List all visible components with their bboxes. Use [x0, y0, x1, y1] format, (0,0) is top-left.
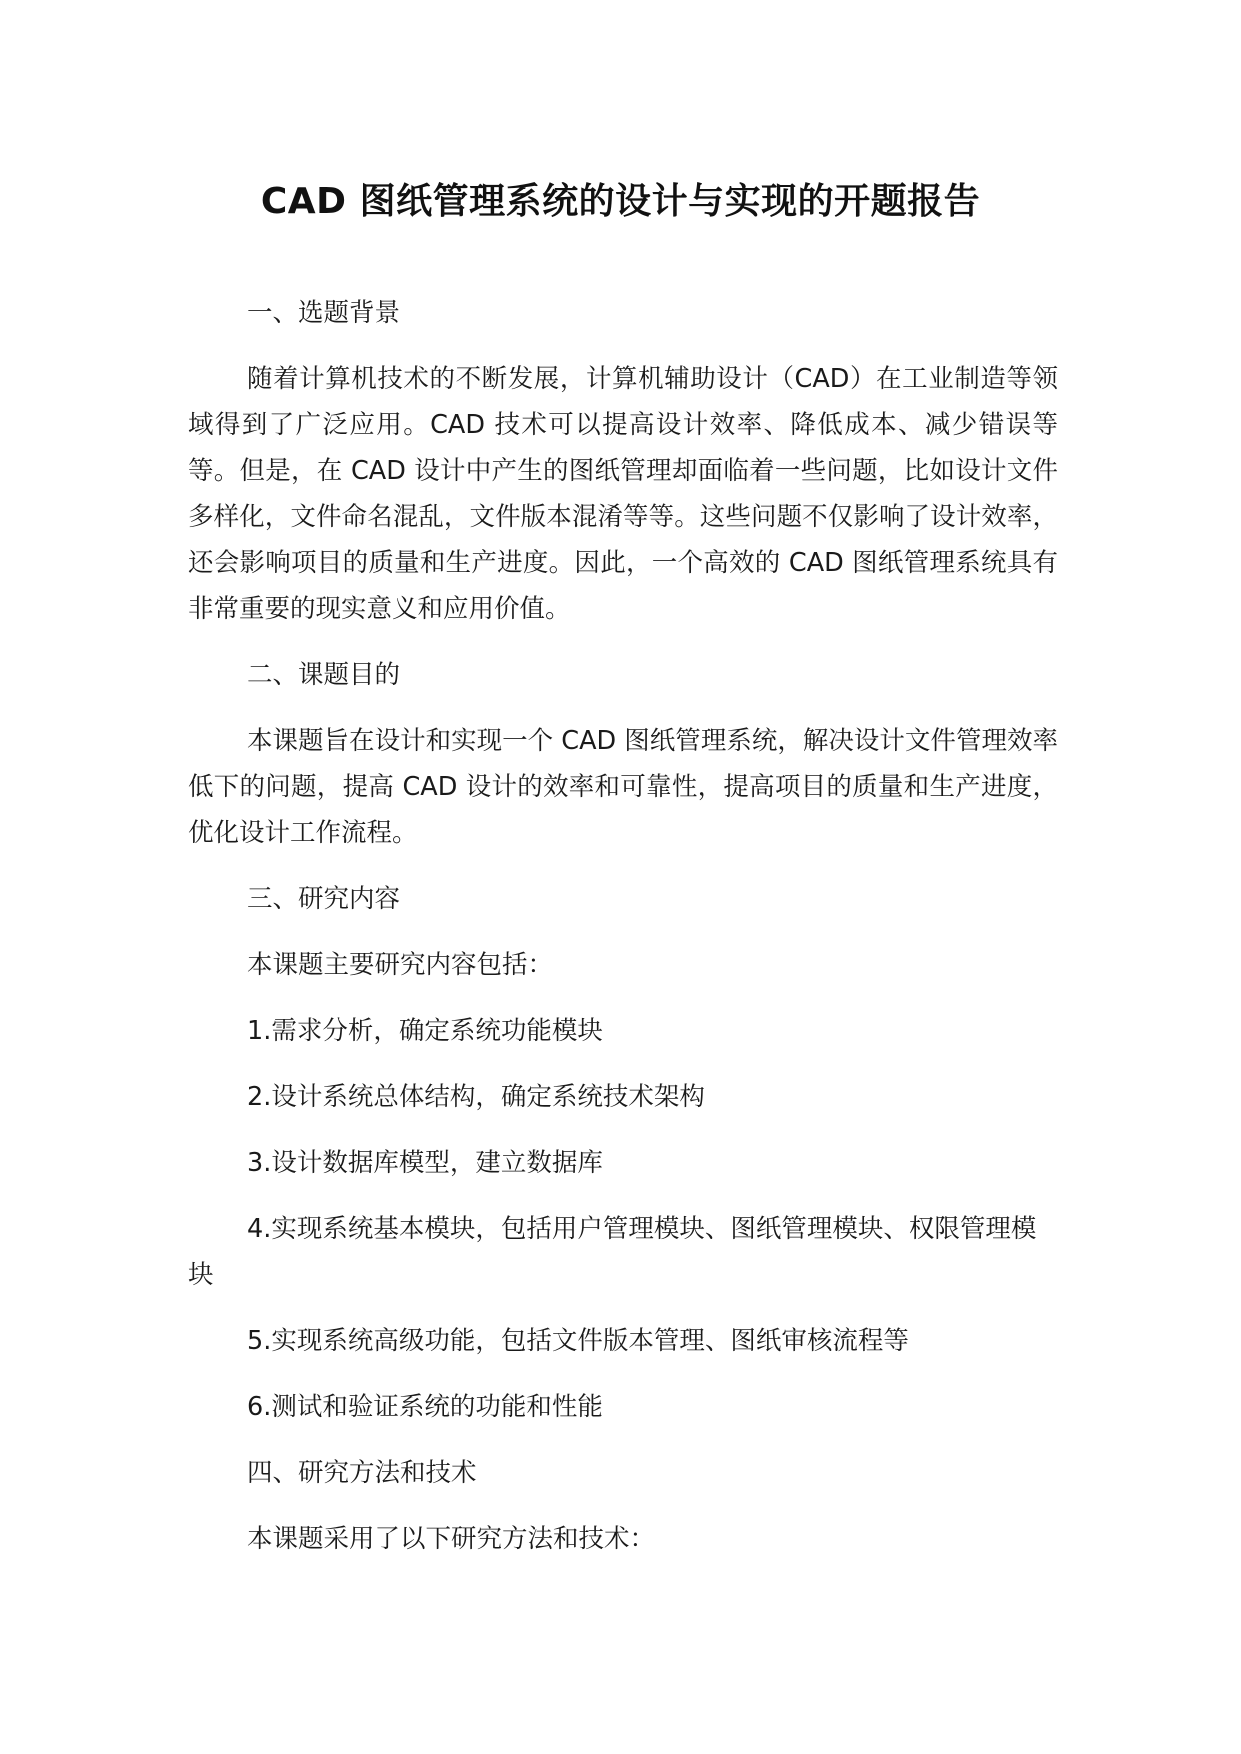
list-item: 3.设计数据库模型，建立数据库: [247, 1148, 603, 1178]
list-item: 2.设计系统总体结构，确定系统技术架构: [247, 1082, 705, 1112]
list-item: 6.测试和验证系统的功能和性能: [247, 1392, 603, 1422]
list-item: 5.实现系统高级功能，包括文件版本管理、图纸审核流程等: [247, 1326, 909, 1356]
paragraph-content-intro: 本课题主要研究内容包括：: [247, 950, 554, 980]
section-heading-methods: 四、研究方法和技术: [247, 1458, 477, 1488]
paragraph-purpose: 本课题旨在设计和实现一个 CAD 图纸管理系统，解决设计文件管理效率低下的问题，提高 CAD 设计的效率和可靠性，提高项目的质量和生产进度，优化设计工作流程。: [188, 726, 1058, 848]
document-title: CAD 图纸管理系统的设计与实现的开题报告: [260, 181, 981, 222]
section-heading-content: 三、研究内容: [247, 884, 401, 914]
list-item: 4.实现系统基本模块，包括用户管理模块、图纸管理模块、权限管理模块: [188, 1214, 1037, 1290]
paragraph-methods-intro: 本课题采用了以下研究方法和技术：: [247, 1524, 656, 1554]
paragraph-background: 随着计算机技术的不断发展，计算机辅助设计（CAD）在工业制造等领域得到了广泛应用。CAD 技术可以提高设计效率、降低成本、减少错误等等。但是，在 CAD 设计中产生的图纸管理却面临着一些问题，比如设计文件多样化，文件命名混乱，文件版本混淆等等。这些问题不仅影响了设计效率，还会影响项目的质量和生产进度。因此，一个高效的 CAD 图纸管理系统具有非常重要的现实意义和应用价值。: [188, 364, 1058, 624]
section-heading-background: 一、选题背景: [247, 298, 401, 328]
document-body: [188, 290, 1058, 1562]
list-item: 1.需求分析，确定系统功能模块: [247, 1016, 603, 1046]
section-heading-purpose: 二、课题目的: [247, 660, 401, 690]
